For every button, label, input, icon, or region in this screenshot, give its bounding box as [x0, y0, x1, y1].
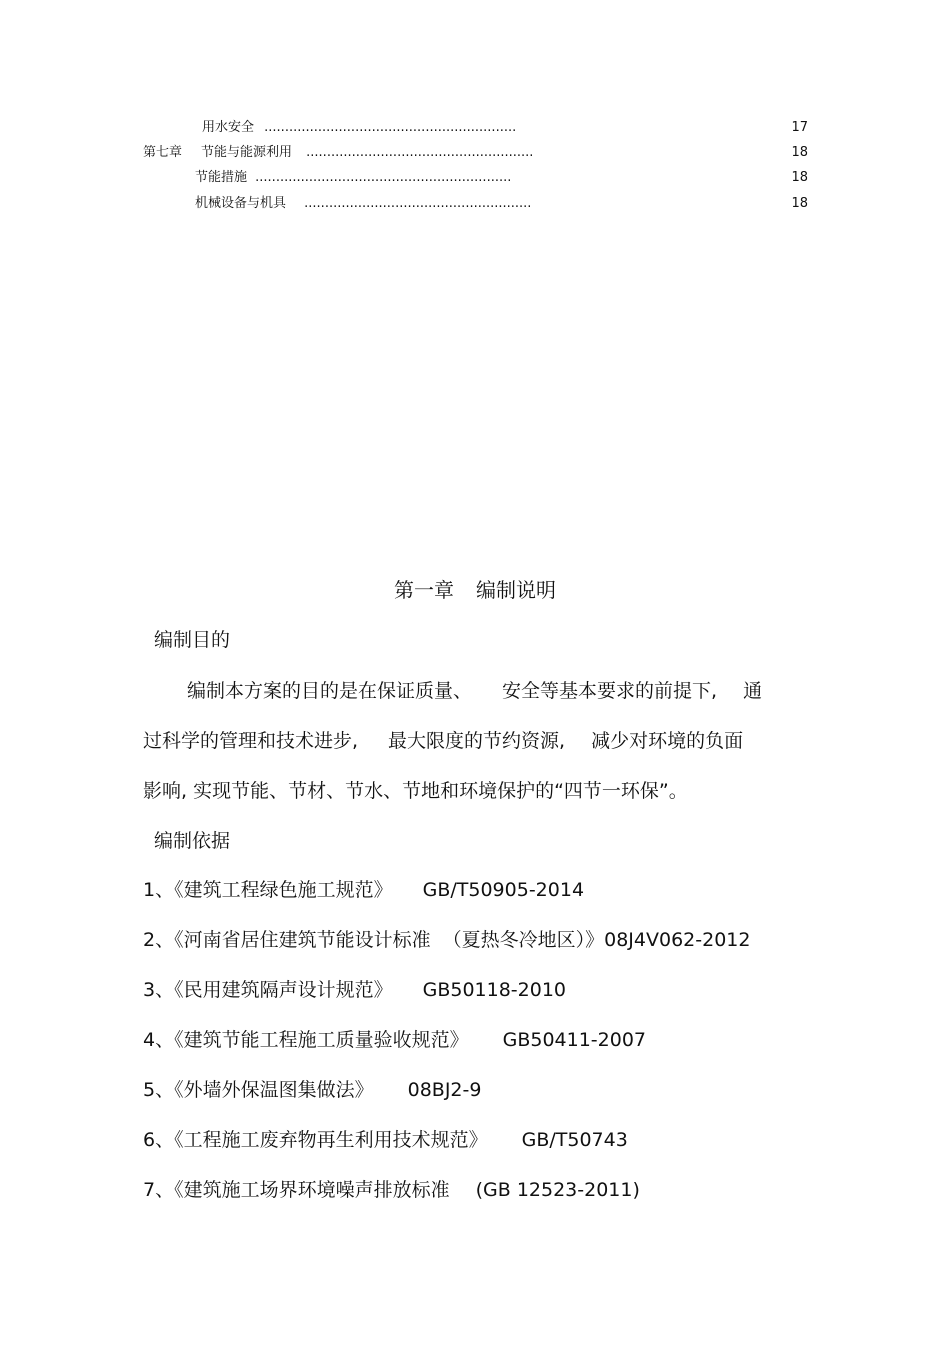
toc-entry[interactable]	[143, 144, 533, 162]
reference-title: 《河南省居住建筑节能设计标准	[174, 929, 431, 951]
reference-item	[143, 1176, 640, 1204]
section-heading-purpose: 编制目的	[154, 629, 231, 651]
toc-entry-title: 机械设备与机具	[195, 196, 287, 211]
toc-leader-dots: .......................................................	[306, 145, 534, 160]
toc-entry[interactable]	[195, 195, 531, 213]
toc-entry-page: 18	[791, 196, 808, 211]
reference-extra: （夏热冬冷地区）	[442, 929, 586, 951]
reference-code: GB/T50743	[521, 1129, 628, 1151]
toc-leader-dots: ..............................................................	[255, 170, 512, 185]
toc-leader-dots: .............................................................	[264, 120, 517, 135]
reference-item	[143, 1126, 628, 1154]
reference-code: 08BJ2-9	[407, 1079, 482, 1101]
toc-entry-page: 18	[791, 170, 808, 185]
toc-entry-chapter: 第七章	[143, 145, 183, 160]
toc-leader-dots: .......................................................	[304, 196, 532, 211]
toc-entry[interactable]	[195, 169, 511, 187]
reference-title: 《工程施工废弃物再生利用技术规范》	[174, 1129, 488, 1151]
toc-entry-page: 18	[791, 145, 808, 160]
reference-number: 2、	[143, 929, 175, 951]
paragraph-line	[187, 677, 807, 705]
reference-number: 7、	[143, 1179, 175, 1201]
reference-code: GB50411-2007	[502, 1029, 647, 1051]
paragraph-text: 安全等基本要求的前提下,	[502, 680, 718, 702]
paragraph-text: 影响, 实现节能、节材、节水、节地和环境保护的“四节一环保”。	[143, 780, 688, 802]
toc-entry-title: 节能措施	[195, 170, 248, 185]
paragraph-text: 编制本方案的目的是在保证质量、	[187, 680, 473, 702]
chapter-title: 编制说明	[476, 578, 556, 602]
toc-entry-page: 17	[791, 120, 808, 135]
reference-item	[143, 1026, 646, 1054]
reference-number: 5、	[143, 1079, 175, 1101]
reference-item	[143, 976, 566, 1004]
chapter-number: 第一章	[394, 578, 454, 602]
paragraph-line	[143, 777, 688, 805]
paragraph-line	[143, 727, 743, 755]
reference-number: 3、	[143, 979, 175, 1001]
toc-entry-title: 节能与能源利用	[201, 145, 293, 160]
reference-title: 《外墙外保温图集做法》	[174, 1079, 374, 1101]
paragraph-text: 通	[743, 680, 763, 702]
reference-code: GB50118-2010	[422, 979, 567, 1001]
reference-item	[143, 1076, 481, 1104]
reference-item	[143, 876, 584, 904]
toc-entry[interactable]	[202, 119, 516, 137]
reference-number: 4、	[143, 1029, 175, 1051]
reference-title: 《建筑施工场界环境噪声排放标准	[174, 1179, 450, 1201]
reference-code: (GB 12523-2011)	[475, 1179, 640, 1201]
reference-title: 《建筑节能工程施工质量验收规范》	[174, 1029, 469, 1051]
toc-entry-title: 用水安全	[202, 120, 255, 135]
paragraph-text: 最大限度的节约资源,	[388, 730, 566, 752]
paragraph-text: 减少对环境的负面	[591, 730, 744, 752]
reference-item	[143, 926, 750, 954]
section-heading-basis: 编制依据	[154, 830, 231, 852]
reference-code: 》08J4V062-2012	[585, 929, 751, 951]
reference-number: 6、	[143, 1129, 175, 1151]
reference-code: GB/T50905-2014	[422, 879, 585, 901]
reference-title: 《建筑工程绿色施工规范》	[174, 879, 393, 901]
reference-title: 《民用建筑隔声设计规范》	[174, 979, 393, 1001]
paragraph-text: 过科学的管理和技术进步,	[143, 730, 359, 752]
chapter-heading	[0, 575, 950, 605]
reference-number: 1、	[143, 879, 175, 901]
